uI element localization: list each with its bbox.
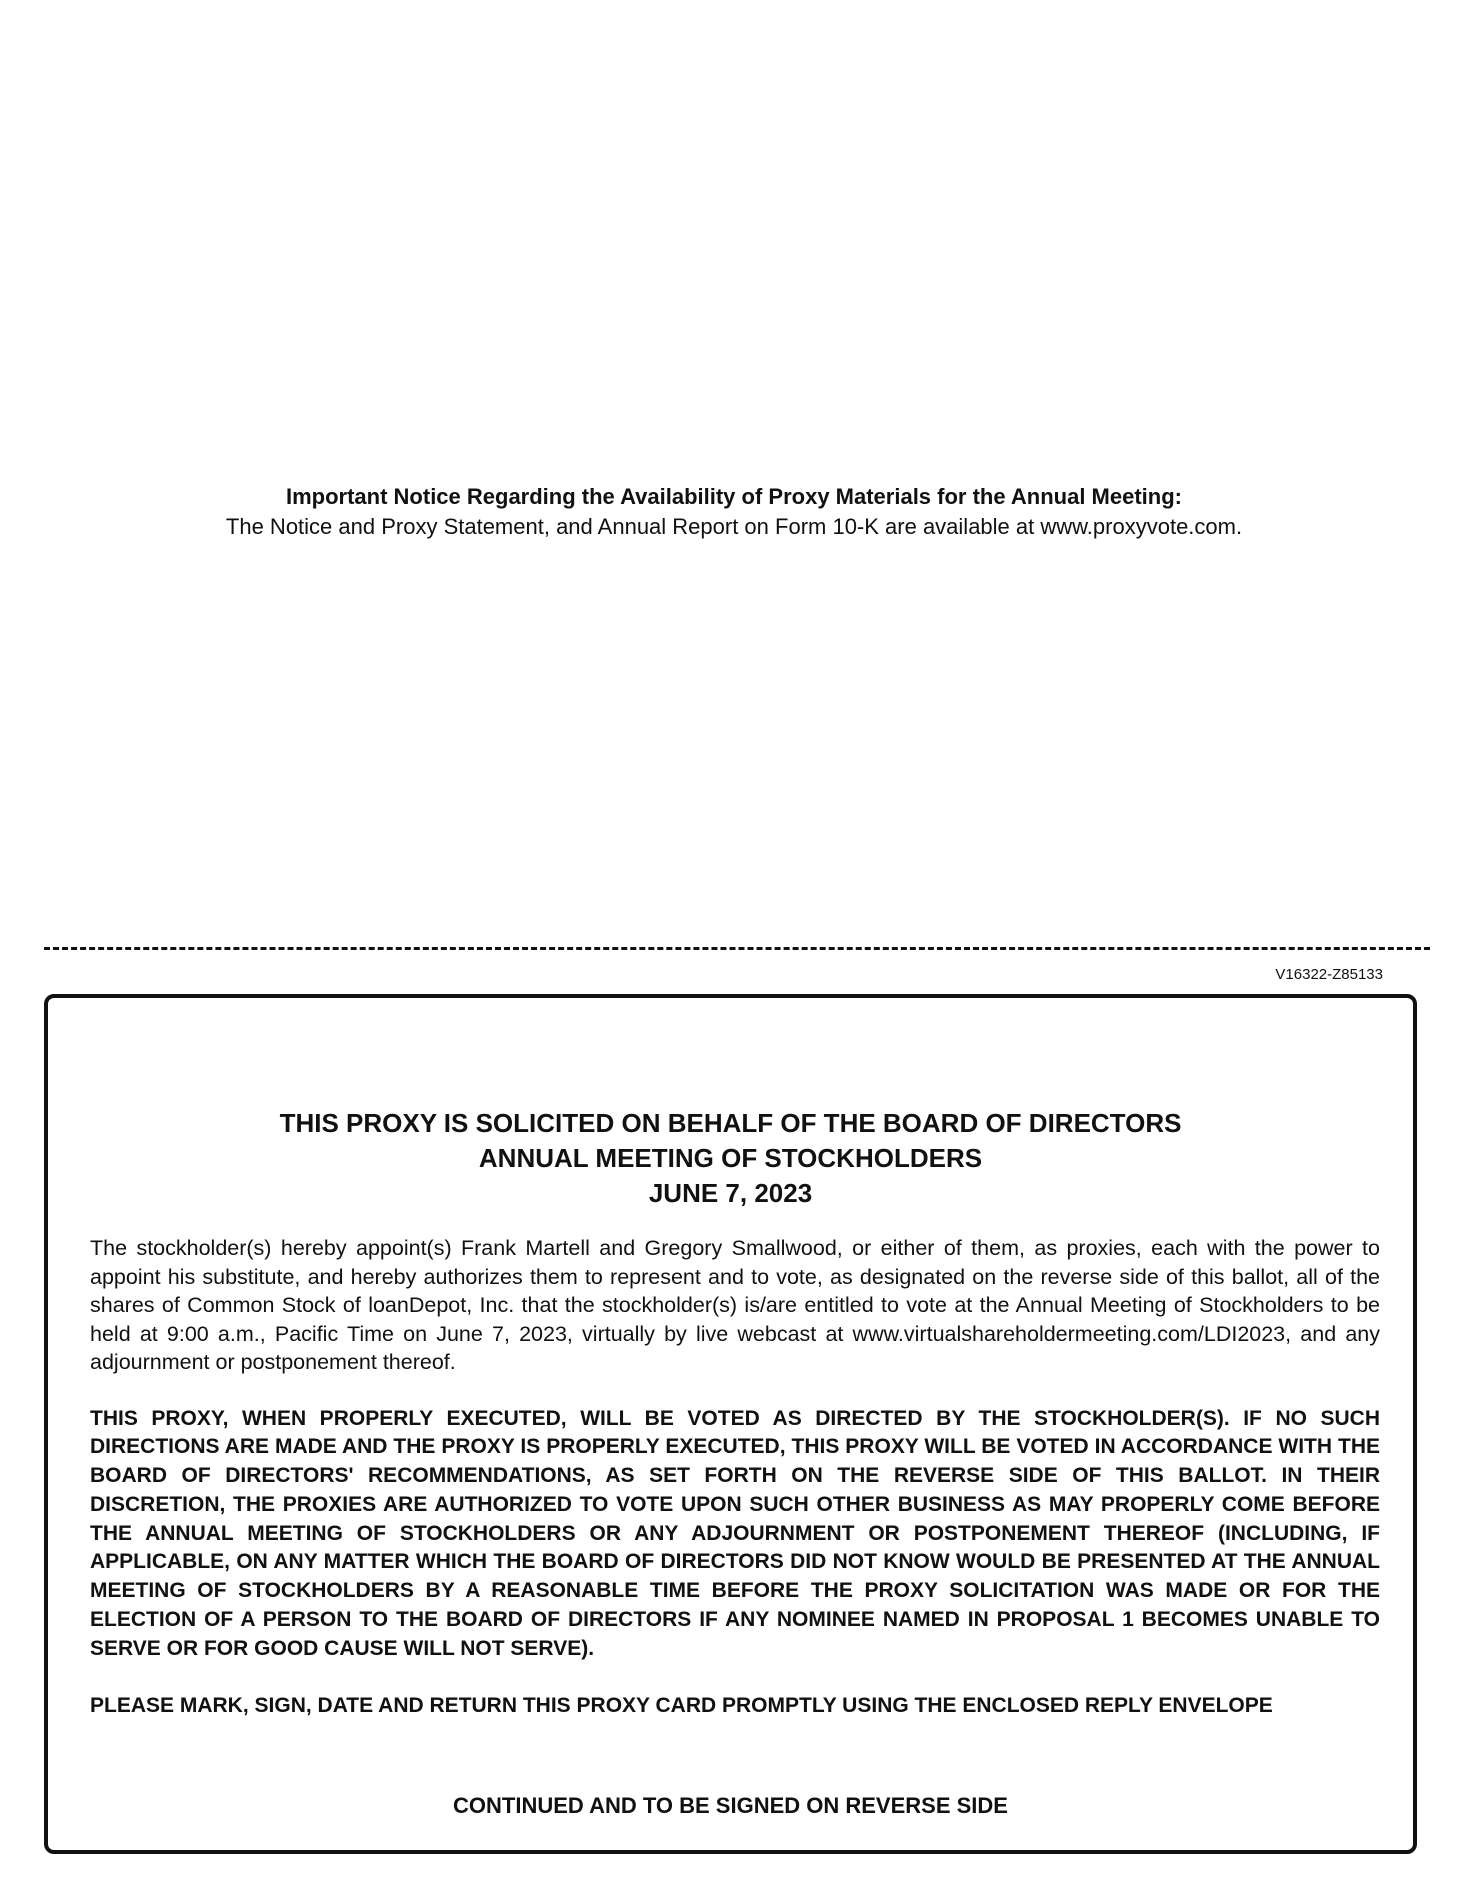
proxy-card-title: THIS PROXY IS SOLICITED ON BEHALF OF THE BOARD OF DIRECTORS bbox=[279, 1108, 1182, 1138]
perforation-cut-line bbox=[44, 947, 1430, 950]
return-instruction: PLEASE MARK, SIGN, DATE AND RETURN THIS PROXY CARD PROMPTLY USING THE ENCLOSED REPLY ENVELOPE bbox=[90, 1693, 1273, 1717]
proxy-card bbox=[44, 994, 1417, 1854]
voting-instructions-paragraph: THIS PROXY, WHEN PROPERLY EXECUTED, WILL BE VOTED AS DIRECTED BY THE STOCKHOLDER(S). IF NO SUCH DIRECTIONS ARE MADE AND THE PROXY IS PROPERLY EXECUTED, THIS PROXY WILL BE VOTED IN ACCORDANCE WITH THE BOARD OF DIRECTORS' RECOMMENDATIONS, AS SET FORTH ON THE REVERSE SIDE OF THIS BALLOT. IN THEIR DISCRETION, THE PROXIES ARE AUTHORIZED TO VOTE UPON SUCH OTHER BUSINESS AS MAY PROPERLY COME BEFORE THE ANNUAL MEETING OF STOCKHOLDERS OR ANY ADJOURNMENT OR POSTPONEMENT THEREOF (INCLUDING, IF APPLICABLE, ON ANY MATTER WHICH THE BOARD OF DIRECTORS DID NOT KNOW WOULD BE PRESENTED AT THE ANNUAL MEETING OF STOCKHOLDERS BY A REASONABLE TIME BEFORE THE PROXY SOLICITATION WAS MADE OR FOR THE ELECTION OF A PERSON TO THE BOARD OF DIRECTORS IF ANY NOMINEE NAMED IN PROPOSAL 1 BECOMES UNABLE TO SERVE OR FOR GOOD CAUSE WILL NOT SERVE). bbox=[90, 1406, 1380, 1660]
appointment-paragraph: The stockholder(s) hereby appoint(s) Frank Martell and Gregory Smallwood, or either of them, as proxies, each with the power to appoint his substitute, and hereby authorizes them to represent and to vote, as designated on the reverse side of this ballot, all of the shares of Common Stock of loanDepot, Inc. that the stockholder(s) is/are entitled to vote at the Annual Meeting of Stockholders to be held at 9:00 a.m., Pacific Time on June 7, 2023, virtually by live webcast at www.virtualshareholdermeeting.com/LDI2023, and any adjournment or postponement thereof. bbox=[90, 1236, 1380, 1374]
notice-heading: Important Notice Regarding the Availability of Proxy Materials for the Annual Meeting: bbox=[285, 484, 1182, 509]
meeting-date: JUNE 7, 2023 bbox=[648, 1178, 813, 1208]
continued-on-reverse-notice: CONTINUED AND TO BE SIGNED ON REVERSE SIDE bbox=[453, 1793, 1008, 1818]
job-code: V16322-Z85133 bbox=[1275, 966, 1383, 983]
proxy-card-body bbox=[90, 1234, 1380, 1720]
proxy-card-titles bbox=[48, 1106, 1413, 1211]
proxy-materials-notice bbox=[0, 482, 1468, 542]
notice-text: The Notice and Proxy Statement, and Annual Report on Form 10-K are available at www.proxyvote.com. bbox=[225, 514, 1243, 539]
meeting-title: ANNUAL MEETING OF STOCKHOLDERS bbox=[478, 1143, 983, 1173]
